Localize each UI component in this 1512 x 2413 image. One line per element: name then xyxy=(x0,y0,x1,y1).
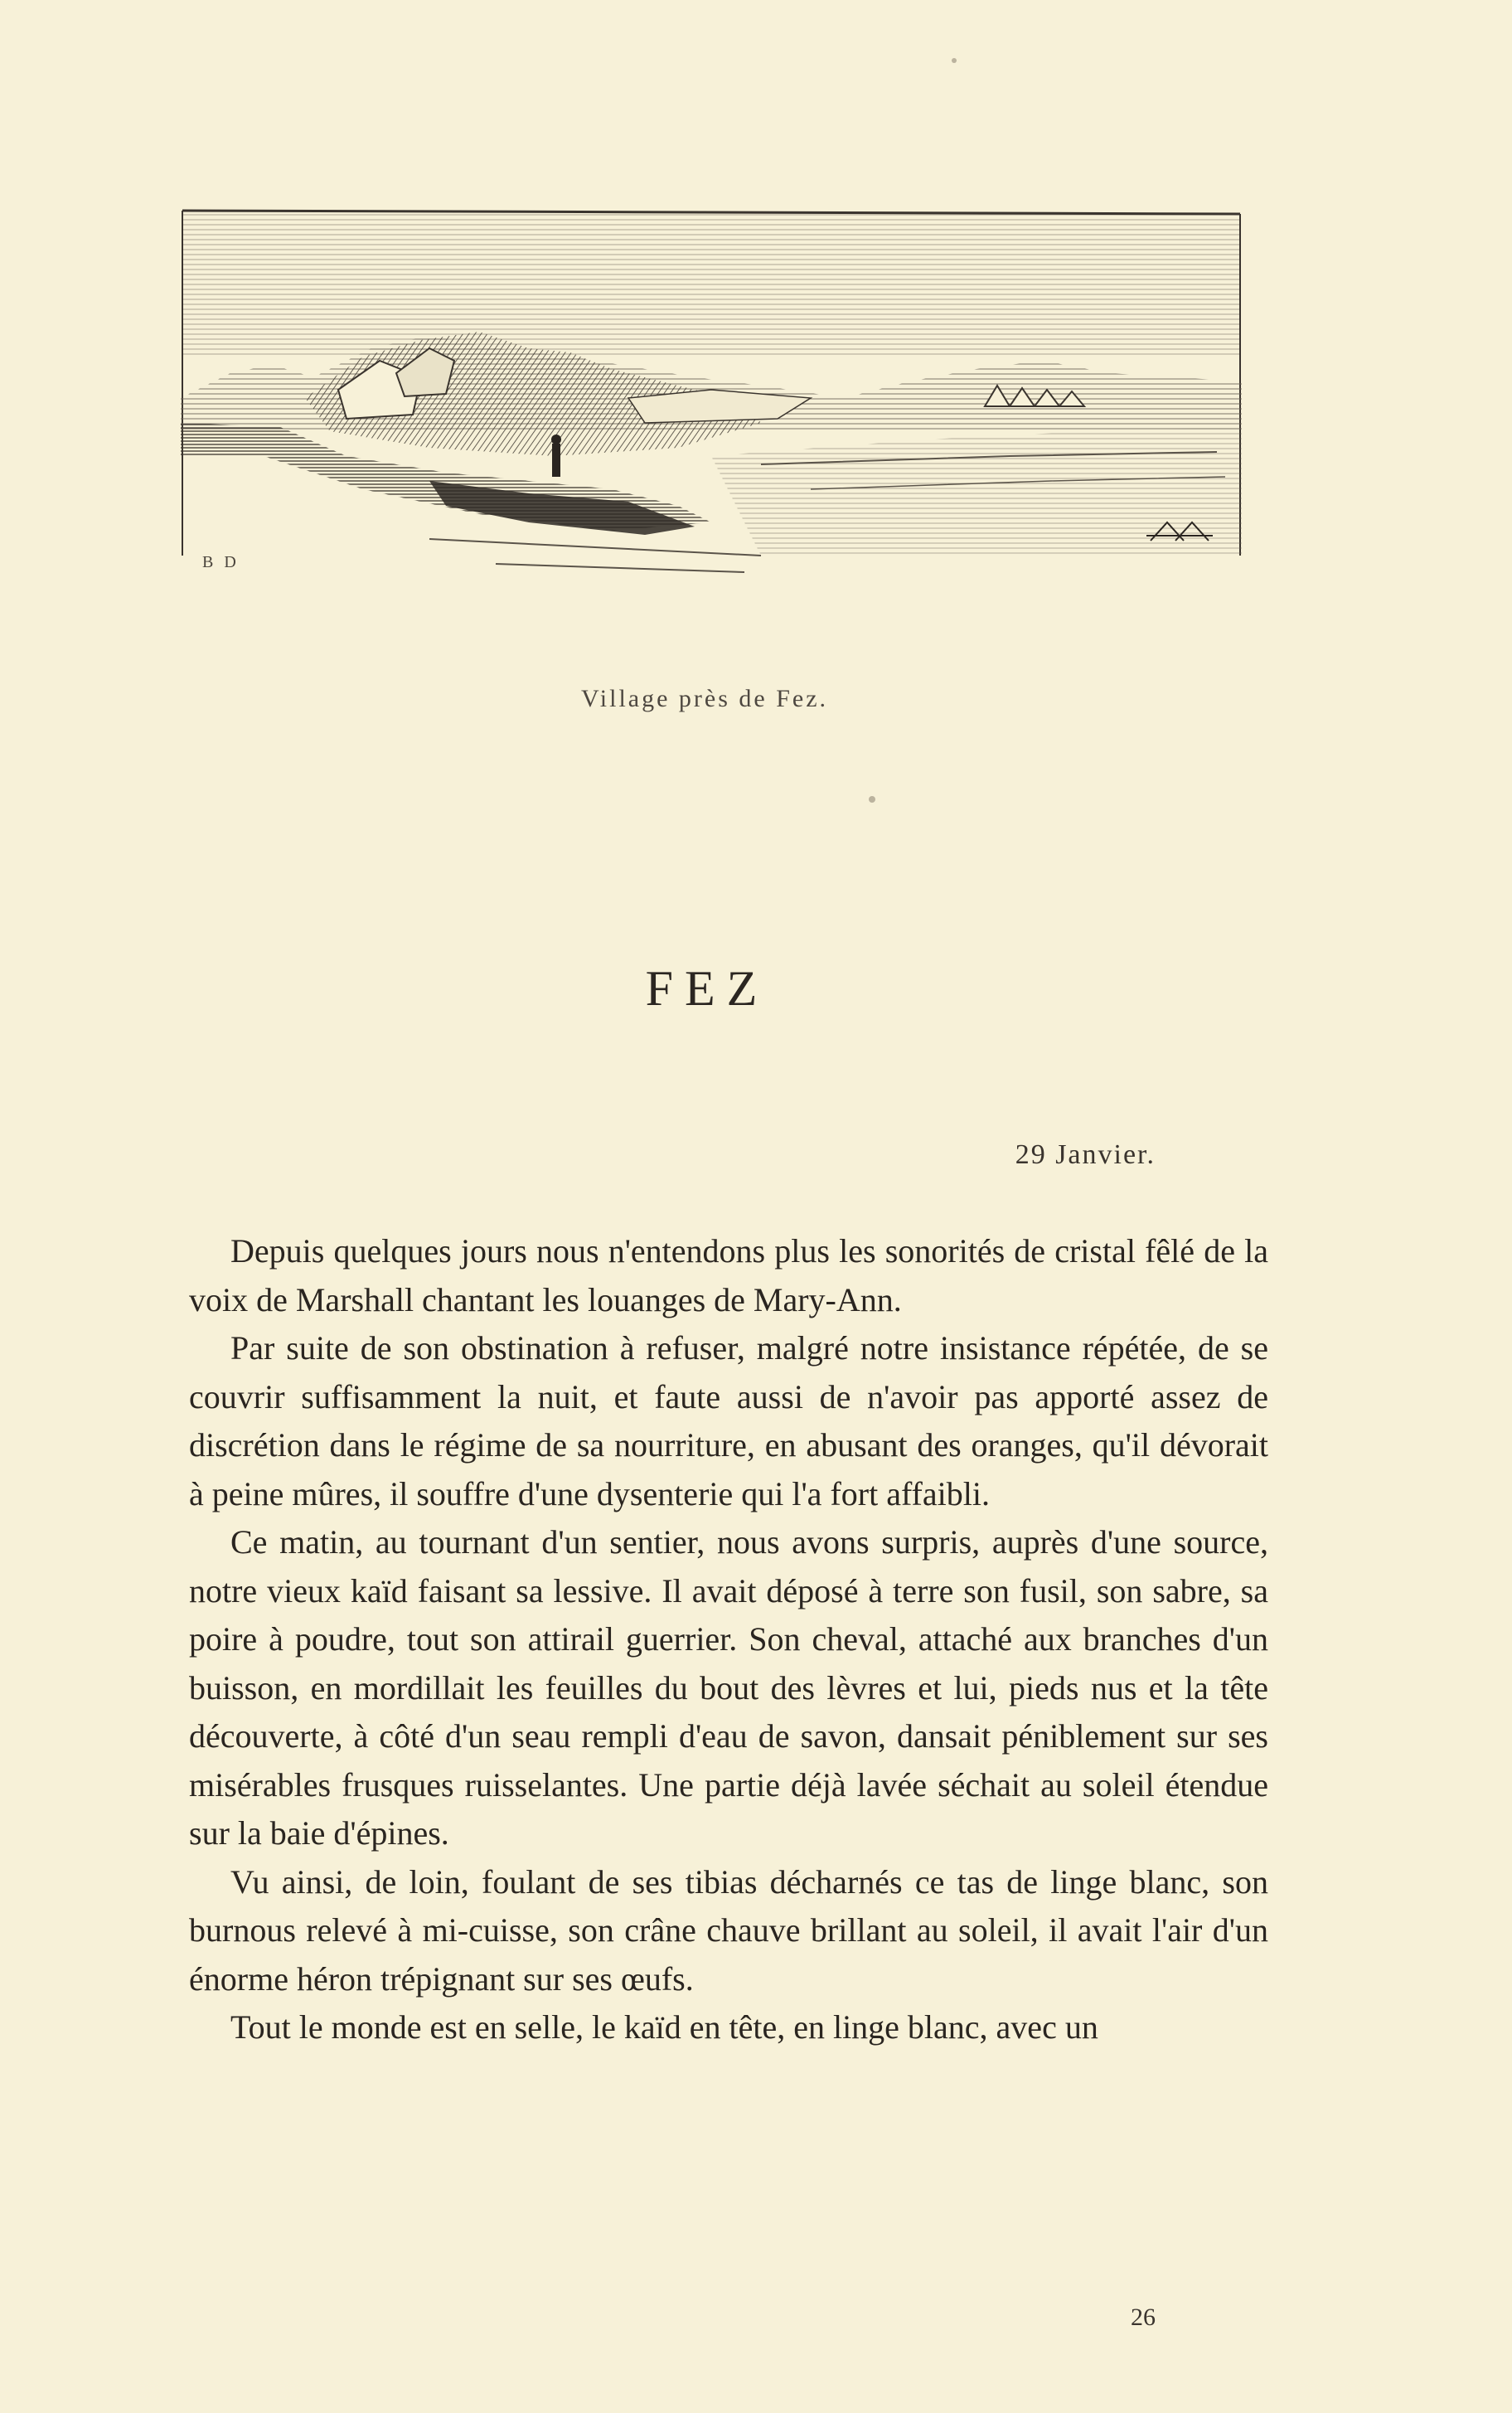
entry-date: 29 Janvier. xyxy=(1015,1139,1156,1170)
paper-speck xyxy=(869,796,875,803)
paragraph: Tout le monde est en selle, le kaïd en tête, en linge blanc, avec un xyxy=(230,2008,1098,2046)
illustration-caption: Village près de Fez. xyxy=(580,685,829,712)
chapter-title: FEZ xyxy=(645,961,769,1016)
paragraph: Depuis quelques jours nous n'entendons plus les sonorités de cristal fêlé de la voix de Marshall chantant les louanges de Mary-Ann. xyxy=(189,1232,1268,1318)
village-engraving xyxy=(181,207,1242,580)
paragraph: Vu ainsi, de loin, foulant de ses tibias décharnés ce tas de linge blanc, son burnous relevé à mi-cuisse, son crâne chauve brillant au soleil, il avait l'air d'un énorme héron trépignant sur ses œufs. xyxy=(189,1862,1268,1998)
paragraph: Ce matin, au tournant d'un sentier, nous avons surpris, auprès d'une source, notre vieux kaïd faisant sa lessive. Il avait déposé à terre son fusil, son sabre, sa poire à poudre, tout son attirail guerrier. Son cheval, attaché aux branches d'un buisson, en mordillait les feuilles du bout des lèvres et lui, pieds nus et la tête découverte, à côté d'un seau rempli d'eau de savon, dansait péniblement sur ses misérables frusques ruisselantes. Une partie déjà lavée séchait au soleil étendue sur la baie d'épines. xyxy=(189,1523,1268,1852)
paragraph: Par suite de son obstination à refuser, malgré notre insistance répétée, de se couvrir suffisamment la nuit, et faute aussi de n'avoir pas apporté assez de discrétion dans le régime de sa nourriture, en abusant des oranges, qu'il dévorait à peine mûres, il souffre d'une dysenterie qui l'a fort affaibli. xyxy=(189,1329,1268,1512)
paper-speck xyxy=(952,58,957,63)
body-text xyxy=(189,1227,1268,2052)
engraving-signature: B D xyxy=(202,553,240,571)
page-number: 26 xyxy=(1131,2304,1156,2331)
landscape-illustration xyxy=(181,207,1242,580)
